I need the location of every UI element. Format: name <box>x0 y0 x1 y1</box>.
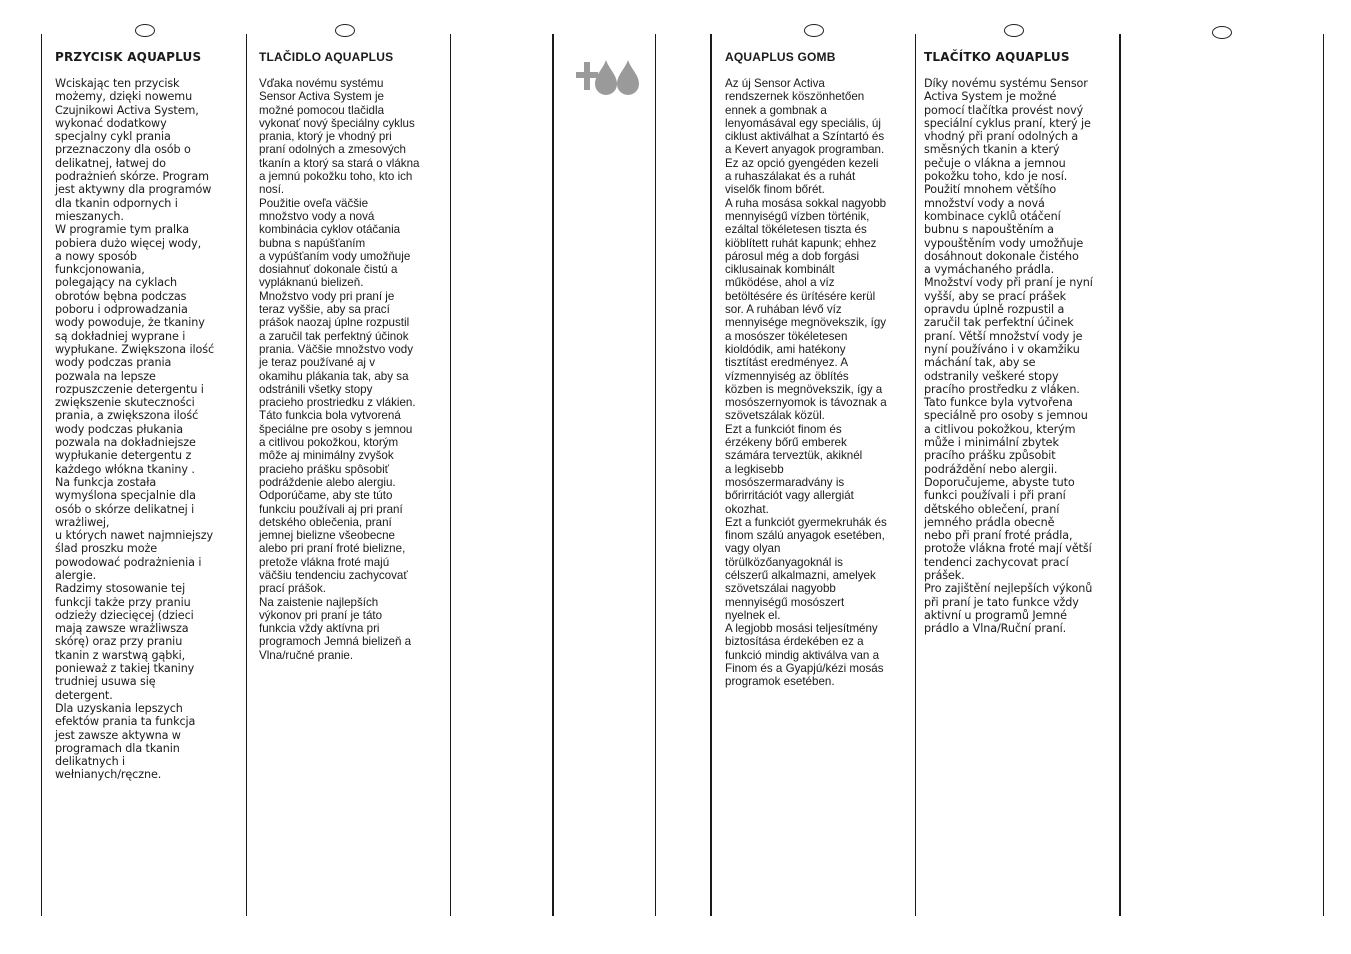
column-rule-3 <box>450 34 451 916</box>
column-rule-7 <box>1323 34 1324 916</box>
column-rule-1 <box>41 34 42 916</box>
section-body: Wciskając ten przycisk możemy, dzięki nowemu Czujnikowi Activa System, wykonać dodatkowy specjalny cykl prania przeznaczony dla osób o delikatnej, łatwej do podrażnień skórze. Program jest aktywny dla programów dla tkanin odpornych i mieszanych. W programie tym pralka pobiera dużo więcej wody, a nowy sposób funkcjonowania, polegający na cyklach obrotów bębna podczas poboru i odprowadzania wody powoduje, że tkaniny są dokładniej wyprane i wypłukane. Zwiększona ilość wody podczas prania pozwala na lepsze rozpuszczenie detergentu i zwiększenie skuteczności prania, a zwiększona ilość wody podczas płukania pozwala na dokładniejsze wypłukanie detergentu z każdego włókna tkaniny . Na funkcja została wymyślona specjalnie dla osób o skórze delikatnej i wrażliwej, u których nawet najmniejszy ślad proszku może powodować podrażnienia i alergie. Radzimy stosowanie tej funkcji także przy praniu odzieży dziecięcej (dzieci mają zawsze wrażliwsza skórę) oraz przy praniu tkanin z warstwą gąbki, ponieważ z takiej tkaniny trudniej usuwa się detergent. Dla uzyskania lepszych efektów prania ta funkcja jest zawsze aktywna w programach dla tkanin delikatnych i wełnianych/ręczne. <box>55 77 215 782</box>
section-body: Díky novému systému Sensor Activa System je možné pomocí tlačítka provést nový speciální cyklus praní, který je vhodný při praní odolných a směsných tkanin a který pečuje o vlákna a jemnou pokožku toho, kdo je nosí. Použití mnohem většího množství vody a nová kombinace cyklů otáčení bubnu s napouštěním a vypouštěním vody umožňuje dosáhnout dokonale čistého a vymáchaného prádla. Množství vody při praní je nyní vyšší, aby se prací prášek opravdu úplně rozpustil a zaručil tak perfektní účinek praní. Větší množství vody je nyní používáno i v okamžiku máchání tak, aby se odstranily veškeré stopy pracího prostředku z vláken. Tato funkce byla vytvořena speciálně pro osoby s jemnou a citlivou pokožkou, kterým může i minimální zbytek pracího prášku způsobit podráždění nebo alergii. Doporučujeme, abyste tuto funkci používali i při praní dětského oblečení, praní jemného prádla obecně nebo při praní froté prádla, protože vlákna froté mají větší tendenci zachycovat prací prášek. Pro zajištění nejlepších výkonů při praní je tato funkce vždy aktivní u programů Jemné prádlo a Vlna/Ruční praní. <box>924 77 1093 636</box>
page-fold-left <box>552 34 554 916</box>
language-marker-oval <box>335 24 355 37</box>
language-marker-oval <box>135 24 155 37</box>
section-title: PRZYCISK AQUAPLUS <box>55 50 202 64</box>
column-rule-2 <box>246 34 247 916</box>
language-marker-oval <box>804 24 824 37</box>
language-marker-oval <box>1212 26 1232 39</box>
aquaplus-plus-drops-icon <box>576 59 640 95</box>
section-slovak <box>259 50 445 662</box>
column-rule-6 <box>1119 34 1121 916</box>
section-hungarian <box>725 50 911 689</box>
section-czech <box>924 50 1116 635</box>
column-rule-4 <box>655 34 656 916</box>
language-marker-oval <box>1004 24 1024 37</box>
section-title: TLAČÍTKO AQUAPLUS <box>924 50 1070 64</box>
section-title: TLAČIDLO AQUAPLUS <box>259 50 394 64</box>
section-body: Vďaka novému systému Sensor Activa System je možné pomocou tlačidla vykonať nový špeciálny cyklus prania, ktorý je vhodný pri praní odolných a zmesových tkanín a ktorý sa stará o vlákna a jemnú pokožku toho, kto ich nosí. Použitie oveľa väčšie množstvo vody a nová kombinácia cyklov otáčania bubna s napúšťaním a vypúšťaním vody umožňuje dosiahnuť dokonale čistú a vypláknanú bielizeň. Množstvo vody pri praní je teraz vyššie, aby sa prací prášok naozaj úplne rozpustil a zaručil tak perfektný účinok prania. Väčšie množstvo vody je teraz používané aj v okamihu plákania tak, aby sa odstránili všetky stopy pracieho prostriedku z vlákien. Táto funkcia bola vytvorená špeciálne pre osoby s jemnou a citlivou pokožkou, ktorým môže aj minimálny zvyšok pracieho prášku spôsobiť podráždenie alebo alergiu. Odporúčame, aby ste túto funkciu používali aj pri praní detského oblečenia, praní jemnej bielizne všeobecne alebo pri praní froté bielizne, pretože vlákna froté majú väčšiu tendenciu zachycovať prací prášok. Na zaistenie najlepších výkonov pri praní je táto funkcia vždy aktívna pri programoch Jemná bielizeň a Vlna/ručné pranie. <box>259 77 420 662</box>
section-body: Az új Sensor Activa rendszernek köszönhetően ennek a gombnak a lenyomásával egy speciális, új ciklust aktiválhat a Színtartó és a Kevert anyagok programban. Ez az opció gyengéden kezeli a ruhaszálakat és a ruhát viselők finom bőrét. A ruha mosása sokkal nagyobb mennyiségű vízben történik, ezáltal tökéletesen tiszta és kiöblített ruhát kapunk; ehhez párosul még a dob forgási ciklusainak kombinált működése, ahol a víz betöltésére és ürítésére kerül sor. A ruhában lévő víz mennyisége megnövekszik, így a mosószer tökéletesen kioldódik, ami hatékony tisztítást eredményez. A vízmennyiség az öblítés közben is megnövekszik, így a mosószernyomok is távoznak a szövetszálak közül. Ezt a funkciót finom és érzékeny bőrű emberek számára terveztük, akiknél a legkisebb mosószermaradvány is bőrirritációt vagy allergiát okozhat. Ezt a funkciót gyermekruhák és finom szálú anyagok esetében, vagy olyan törülközőanyagoknál is célszerű alkalmazni, amelyek szövetszálai nagyobb mennyiségű mosószert nyelnek el. A legjobb mosási teljesítmény biztosítása érdekében ez a funkció mindig aktiválva van a Finom és a Gyapjú/kézi mosás programok esetében. <box>725 77 887 689</box>
column-rule-5 <box>915 34 916 916</box>
page-fold-right <box>710 34 712 916</box>
section-title: AQUAPLUS GOMB <box>725 50 836 64</box>
section-polish <box>55 50 241 782</box>
